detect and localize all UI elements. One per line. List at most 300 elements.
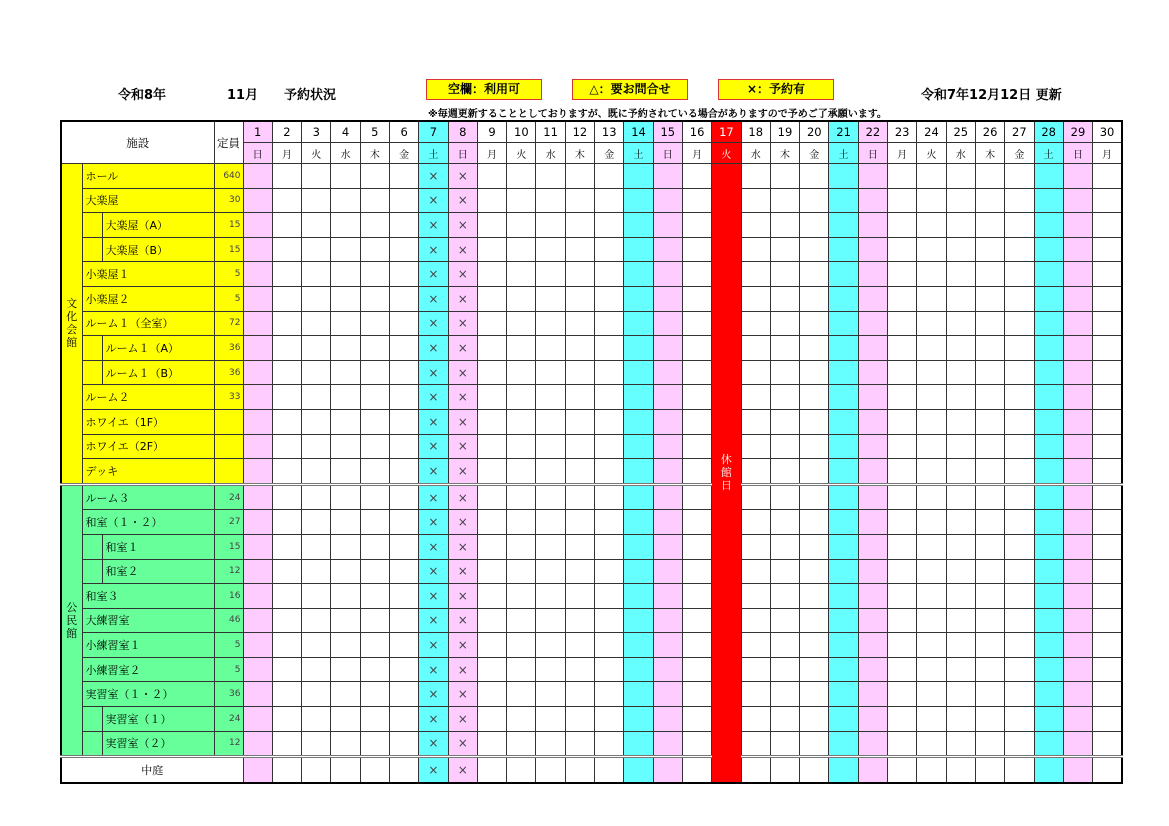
day-cell[interactable] xyxy=(1093,757,1122,783)
day-cell[interactable] xyxy=(1093,237,1122,262)
day-cell[interactable] xyxy=(682,164,711,189)
day-cell[interactable] xyxy=(243,657,272,682)
day-cell[interactable] xyxy=(243,608,272,633)
day-cell[interactable] xyxy=(565,360,594,385)
day-cell[interactable] xyxy=(1005,731,1034,757)
day-cell[interactable] xyxy=(946,164,975,189)
day-cell[interactable] xyxy=(507,262,536,287)
day-cell[interactable] xyxy=(272,459,301,485)
day-cell[interactable] xyxy=(360,311,389,336)
day-cell[interactable] xyxy=(946,409,975,434)
day-cell[interactable] xyxy=(477,409,506,434)
day-cell[interactable] xyxy=(975,584,1004,609)
day-cell[interactable] xyxy=(829,484,858,510)
day-cell[interactable] xyxy=(565,633,594,658)
reserved-mark[interactable]: × xyxy=(448,731,477,757)
day-cell[interactable] xyxy=(331,434,360,459)
day-cell[interactable] xyxy=(389,360,418,385)
day-cell[interactable] xyxy=(858,559,887,584)
day-cell[interactable] xyxy=(653,657,682,682)
day-cell[interactable] xyxy=(243,731,272,757)
reserved-mark[interactable]: × xyxy=(448,311,477,336)
day-cell[interactable] xyxy=(331,559,360,584)
day-cell[interactable] xyxy=(917,409,946,434)
day-cell[interactable] xyxy=(1093,559,1122,584)
day-cell[interactable] xyxy=(800,682,829,707)
day-cell[interactable] xyxy=(858,510,887,535)
day-cell[interactable] xyxy=(741,262,770,287)
day-cell[interactable] xyxy=(1034,188,1063,213)
day-cell[interactable] xyxy=(770,484,799,510)
day-cell[interactable] xyxy=(975,731,1004,757)
day-cell[interactable] xyxy=(565,584,594,609)
day-cell[interactable] xyxy=(1005,707,1034,732)
day-cell[interactable] xyxy=(1063,657,1092,682)
reserved-mark[interactable]: × xyxy=(448,559,477,584)
day-cell[interactable] xyxy=(477,559,506,584)
day-cell[interactable] xyxy=(536,360,565,385)
day-cell[interactable] xyxy=(946,459,975,485)
day-cell[interactable] xyxy=(653,360,682,385)
day-cell[interactable] xyxy=(975,510,1004,535)
day-cell[interactable] xyxy=(507,213,536,238)
day-cell[interactable] xyxy=(946,434,975,459)
day-cell[interactable] xyxy=(507,385,536,410)
day-cell[interactable] xyxy=(272,731,301,757)
day-cell[interactable] xyxy=(682,188,711,213)
day-cell[interactable] xyxy=(477,757,506,783)
day-cell[interactable] xyxy=(741,213,770,238)
day-cell[interactable] xyxy=(331,608,360,633)
day-cell[interactable] xyxy=(829,385,858,410)
day-cell[interactable] xyxy=(682,434,711,459)
day-cell[interactable] xyxy=(624,459,653,485)
day-cell[interactable] xyxy=(975,657,1004,682)
day-cell[interactable] xyxy=(331,164,360,189)
day-cell[interactable] xyxy=(389,164,418,189)
day-cell[interactable] xyxy=(888,534,917,559)
day-cell[interactable] xyxy=(595,707,624,732)
day-cell[interactable] xyxy=(653,682,682,707)
day-cell[interactable] xyxy=(536,164,565,189)
day-cell[interactable] xyxy=(624,707,653,732)
day-cell[interactable] xyxy=(1063,434,1092,459)
day-cell[interactable] xyxy=(272,213,301,238)
day-cell[interactable] xyxy=(741,360,770,385)
day-cell[interactable] xyxy=(888,757,917,783)
day-cell[interactable] xyxy=(536,409,565,434)
day-cell[interactable] xyxy=(858,360,887,385)
day-cell[interactable] xyxy=(389,510,418,535)
day-cell[interactable] xyxy=(595,188,624,213)
day-cell[interactable] xyxy=(243,262,272,287)
day-cell[interactable] xyxy=(741,164,770,189)
day-cell[interactable] xyxy=(243,484,272,510)
day-cell[interactable] xyxy=(1034,385,1063,410)
day-cell[interactable] xyxy=(946,559,975,584)
day-cell[interactable] xyxy=(331,385,360,410)
day-cell[interactable] xyxy=(1005,584,1034,609)
day-cell[interactable] xyxy=(272,608,301,633)
reserved-mark[interactable]: × xyxy=(448,188,477,213)
day-cell[interactable] xyxy=(1093,459,1122,485)
day-cell[interactable] xyxy=(917,286,946,311)
day-cell[interactable] xyxy=(917,262,946,287)
day-cell[interactable] xyxy=(653,584,682,609)
day-cell[interactable] xyxy=(272,707,301,732)
day-cell[interactable] xyxy=(243,534,272,559)
day-cell[interactable] xyxy=(917,459,946,485)
day-cell[interactable] xyxy=(272,311,301,336)
day-cell[interactable] xyxy=(360,336,389,361)
day-cell[interactable] xyxy=(975,534,1004,559)
day-cell[interactable] xyxy=(1063,237,1092,262)
reserved-mark[interactable]: × xyxy=(419,385,448,410)
day-cell[interactable] xyxy=(1034,459,1063,485)
day-cell[interactable] xyxy=(800,484,829,510)
day-cell[interactable] xyxy=(1005,559,1034,584)
day-cell[interactable] xyxy=(770,286,799,311)
day-cell[interactable] xyxy=(243,213,272,238)
day-cell[interactable] xyxy=(272,534,301,559)
day-cell[interactable] xyxy=(595,657,624,682)
day-cell[interactable] xyxy=(1034,608,1063,633)
reserved-mark[interactable]: × xyxy=(448,262,477,287)
day-cell[interactable] xyxy=(946,336,975,361)
day-cell[interactable] xyxy=(858,633,887,658)
day-cell[interactable] xyxy=(682,484,711,510)
day-cell[interactable] xyxy=(302,213,331,238)
day-cell[interactable] xyxy=(624,237,653,262)
day-cell[interactable] xyxy=(302,484,331,510)
day-cell[interactable] xyxy=(682,682,711,707)
day-cell[interactable] xyxy=(917,731,946,757)
day-cell[interactable] xyxy=(595,311,624,336)
reserved-mark[interactable]: × xyxy=(419,510,448,535)
day-cell[interactable] xyxy=(1005,237,1034,262)
day-cell[interactable] xyxy=(360,213,389,238)
day-cell[interactable] xyxy=(360,731,389,757)
day-cell[interactable] xyxy=(946,657,975,682)
day-cell[interactable] xyxy=(1034,534,1063,559)
day-cell[interactable] xyxy=(565,608,594,633)
day-cell[interactable] xyxy=(536,584,565,609)
day-cell[interactable] xyxy=(1034,731,1063,757)
day-cell[interactable] xyxy=(302,633,331,658)
day-cell[interactable] xyxy=(888,559,917,584)
day-cell[interactable] xyxy=(917,385,946,410)
day-cell[interactable] xyxy=(888,164,917,189)
day-cell[interactable] xyxy=(1093,409,1122,434)
day-cell[interactable] xyxy=(975,237,1004,262)
day-cell[interactable] xyxy=(946,385,975,410)
day-cell[interactable] xyxy=(770,459,799,485)
day-cell[interactable] xyxy=(800,434,829,459)
day-cell[interactable] xyxy=(946,311,975,336)
day-cell[interactable] xyxy=(1063,385,1092,410)
day-cell[interactable] xyxy=(536,731,565,757)
day-cell[interactable] xyxy=(624,633,653,658)
reserved-mark[interactable]: × xyxy=(448,336,477,361)
day-cell[interactable] xyxy=(975,707,1004,732)
day-cell[interactable] xyxy=(741,385,770,410)
day-cell[interactable] xyxy=(1005,164,1034,189)
day-cell[interactable] xyxy=(243,459,272,485)
day-cell[interactable] xyxy=(1093,213,1122,238)
reserved-mark[interactable]: × xyxy=(448,757,477,783)
day-cell[interactable] xyxy=(1034,757,1063,783)
day-cell[interactable] xyxy=(331,459,360,485)
day-cell[interactable] xyxy=(800,559,829,584)
day-cell[interactable] xyxy=(272,409,301,434)
reserved-mark[interactable]: × xyxy=(448,484,477,510)
reserved-mark[interactable]: × xyxy=(419,707,448,732)
day-cell[interactable] xyxy=(858,459,887,485)
day-cell[interactable] xyxy=(1063,188,1092,213)
day-cell[interactable] xyxy=(653,434,682,459)
day-cell[interactable] xyxy=(770,731,799,757)
day-cell[interactable] xyxy=(770,237,799,262)
day-cell[interactable] xyxy=(888,459,917,485)
day-cell[interactable] xyxy=(477,213,506,238)
day-cell[interactable] xyxy=(302,707,331,732)
day-cell[interactable] xyxy=(624,510,653,535)
day-cell[interactable] xyxy=(302,385,331,410)
day-cell[interactable] xyxy=(888,510,917,535)
day-cell[interactable] xyxy=(975,360,1004,385)
day-cell[interactable] xyxy=(1034,213,1063,238)
day-cell[interactable] xyxy=(975,336,1004,361)
day-cell[interactable] xyxy=(595,584,624,609)
day-cell[interactable] xyxy=(302,286,331,311)
day-cell[interactable] xyxy=(1034,164,1063,189)
day-cell[interactable] xyxy=(1093,633,1122,658)
day-cell[interactable] xyxy=(770,213,799,238)
day-cell[interactable] xyxy=(1063,360,1092,385)
day-cell[interactable] xyxy=(829,757,858,783)
day-cell[interactable] xyxy=(360,262,389,287)
day-cell[interactable] xyxy=(1005,262,1034,287)
day-cell[interactable] xyxy=(917,510,946,535)
day-cell[interactable] xyxy=(507,608,536,633)
day-cell[interactable] xyxy=(565,657,594,682)
day-cell[interactable] xyxy=(565,682,594,707)
day-cell[interactable] xyxy=(975,188,1004,213)
day-cell[interactable] xyxy=(741,409,770,434)
day-cell[interactable] xyxy=(975,633,1004,658)
reserved-mark[interactable]: × xyxy=(419,731,448,757)
day-cell[interactable] xyxy=(272,237,301,262)
day-cell[interactable] xyxy=(1034,657,1063,682)
day-cell[interactable] xyxy=(888,286,917,311)
day-cell[interactable] xyxy=(243,584,272,609)
day-cell[interactable] xyxy=(331,237,360,262)
day-cell[interactable] xyxy=(741,459,770,485)
day-cell[interactable] xyxy=(624,608,653,633)
day-cell[interactable] xyxy=(1005,188,1034,213)
day-cell[interactable] xyxy=(360,409,389,434)
day-cell[interactable] xyxy=(331,633,360,658)
day-cell[interactable] xyxy=(507,459,536,485)
day-cell[interactable] xyxy=(741,682,770,707)
day-cell[interactable] xyxy=(1093,262,1122,287)
day-cell[interactable] xyxy=(389,311,418,336)
day-cell[interactable] xyxy=(1063,731,1092,757)
day-cell[interactable] xyxy=(595,164,624,189)
day-cell[interactable] xyxy=(536,534,565,559)
day-cell[interactable] xyxy=(507,510,536,535)
day-cell[interactable] xyxy=(389,633,418,658)
day-cell[interactable] xyxy=(1063,286,1092,311)
day-cell[interactable] xyxy=(800,164,829,189)
reserved-mark[interactable]: × xyxy=(419,608,448,633)
reserved-mark[interactable]: × xyxy=(419,311,448,336)
day-cell[interactable] xyxy=(800,188,829,213)
day-cell[interactable] xyxy=(243,633,272,658)
day-cell[interactable] xyxy=(829,608,858,633)
day-cell[interactable] xyxy=(595,484,624,510)
day-cell[interactable] xyxy=(360,707,389,732)
day-cell[interactable] xyxy=(653,633,682,658)
day-cell[interactable] xyxy=(477,510,506,535)
day-cell[interactable] xyxy=(507,584,536,609)
day-cell[interactable] xyxy=(302,262,331,287)
day-cell[interactable] xyxy=(770,262,799,287)
day-cell[interactable] xyxy=(536,262,565,287)
day-cell[interactable] xyxy=(858,484,887,510)
day-cell[interactable] xyxy=(1093,682,1122,707)
day-cell[interactable] xyxy=(536,311,565,336)
day-cell[interactable] xyxy=(829,286,858,311)
day-cell[interactable] xyxy=(272,262,301,287)
reserved-mark[interactable]: × xyxy=(448,608,477,633)
day-cell[interactable] xyxy=(624,385,653,410)
day-cell[interactable] xyxy=(565,484,594,510)
day-cell[interactable] xyxy=(975,608,1004,633)
day-cell[interactable] xyxy=(331,311,360,336)
day-cell[interactable] xyxy=(946,188,975,213)
day-cell[interactable] xyxy=(1093,188,1122,213)
reserved-mark[interactable]: × xyxy=(419,559,448,584)
day-cell[interactable] xyxy=(829,237,858,262)
day-cell[interactable] xyxy=(536,213,565,238)
day-cell[interactable] xyxy=(829,559,858,584)
day-cell[interactable] xyxy=(243,385,272,410)
day-cell[interactable] xyxy=(682,707,711,732)
day-cell[interactable] xyxy=(302,534,331,559)
reserved-mark[interactable]: × xyxy=(448,385,477,410)
day-cell[interactable] xyxy=(360,286,389,311)
day-cell[interactable] xyxy=(389,757,418,783)
day-cell[interactable] xyxy=(917,336,946,361)
day-cell[interactable] xyxy=(800,213,829,238)
day-cell[interactable] xyxy=(858,286,887,311)
day-cell[interactable] xyxy=(858,409,887,434)
day-cell[interactable] xyxy=(888,484,917,510)
day-cell[interactable] xyxy=(653,757,682,783)
day-cell[interactable] xyxy=(331,682,360,707)
day-cell[interactable] xyxy=(360,459,389,485)
day-cell[interactable] xyxy=(536,286,565,311)
day-cell[interactable] xyxy=(243,311,272,336)
day-cell[interactable] xyxy=(653,213,682,238)
day-cell[interactable] xyxy=(243,510,272,535)
reserved-mark[interactable]: × xyxy=(419,682,448,707)
day-cell[interactable] xyxy=(565,409,594,434)
day-cell[interactable] xyxy=(302,434,331,459)
day-cell[interactable] xyxy=(331,707,360,732)
day-cell[interactable] xyxy=(302,608,331,633)
day-cell[interactable] xyxy=(595,682,624,707)
day-cell[interactable] xyxy=(389,385,418,410)
day-cell[interactable] xyxy=(272,584,301,609)
day-cell[interactable] xyxy=(1034,707,1063,732)
reserved-mark[interactable]: × xyxy=(419,164,448,189)
day-cell[interactable] xyxy=(1063,213,1092,238)
day-cell[interactable] xyxy=(1005,336,1034,361)
day-cell[interactable] xyxy=(741,484,770,510)
day-cell[interactable] xyxy=(1034,311,1063,336)
day-cell[interactable] xyxy=(829,360,858,385)
day-cell[interactable] xyxy=(888,237,917,262)
day-cell[interactable] xyxy=(770,360,799,385)
day-cell[interactable] xyxy=(536,434,565,459)
day-cell[interactable] xyxy=(741,434,770,459)
day-cell[interactable] xyxy=(331,731,360,757)
day-cell[interactable] xyxy=(302,682,331,707)
day-cell[interactable] xyxy=(272,385,301,410)
day-cell[interactable] xyxy=(595,336,624,361)
day-cell[interactable] xyxy=(1034,510,1063,535)
day-cell[interactable] xyxy=(741,731,770,757)
day-cell[interactable] xyxy=(800,608,829,633)
day-cell[interactable] xyxy=(946,262,975,287)
day-cell[interactable] xyxy=(595,633,624,658)
day-cell[interactable] xyxy=(477,360,506,385)
day-cell[interactable] xyxy=(302,510,331,535)
day-cell[interactable] xyxy=(682,731,711,757)
day-cell[interactable] xyxy=(624,584,653,609)
day-cell[interactable] xyxy=(243,336,272,361)
day-cell[interactable] xyxy=(1005,409,1034,434)
day-cell[interactable] xyxy=(565,336,594,361)
day-cell[interactable] xyxy=(389,286,418,311)
day-cell[interactable] xyxy=(975,484,1004,510)
day-cell[interactable] xyxy=(1063,608,1092,633)
day-cell[interactable] xyxy=(624,409,653,434)
day-cell[interactable] xyxy=(946,731,975,757)
day-cell[interactable] xyxy=(507,757,536,783)
day-cell[interactable] xyxy=(477,434,506,459)
day-cell[interactable] xyxy=(243,434,272,459)
day-cell[interactable] xyxy=(389,608,418,633)
day-cell[interactable] xyxy=(770,757,799,783)
day-cell[interactable] xyxy=(272,484,301,510)
day-cell[interactable] xyxy=(653,731,682,757)
day-cell[interactable] xyxy=(302,731,331,757)
day-cell[interactable] xyxy=(946,633,975,658)
day-cell[interactable] xyxy=(888,682,917,707)
day-cell[interactable] xyxy=(595,385,624,410)
day-cell[interactable] xyxy=(888,360,917,385)
day-cell[interactable] xyxy=(477,237,506,262)
day-cell[interactable] xyxy=(507,336,536,361)
day-cell[interactable] xyxy=(1093,657,1122,682)
day-cell[interactable] xyxy=(975,434,1004,459)
day-cell[interactable] xyxy=(888,584,917,609)
day-cell[interactable] xyxy=(536,559,565,584)
day-cell[interactable] xyxy=(565,164,594,189)
